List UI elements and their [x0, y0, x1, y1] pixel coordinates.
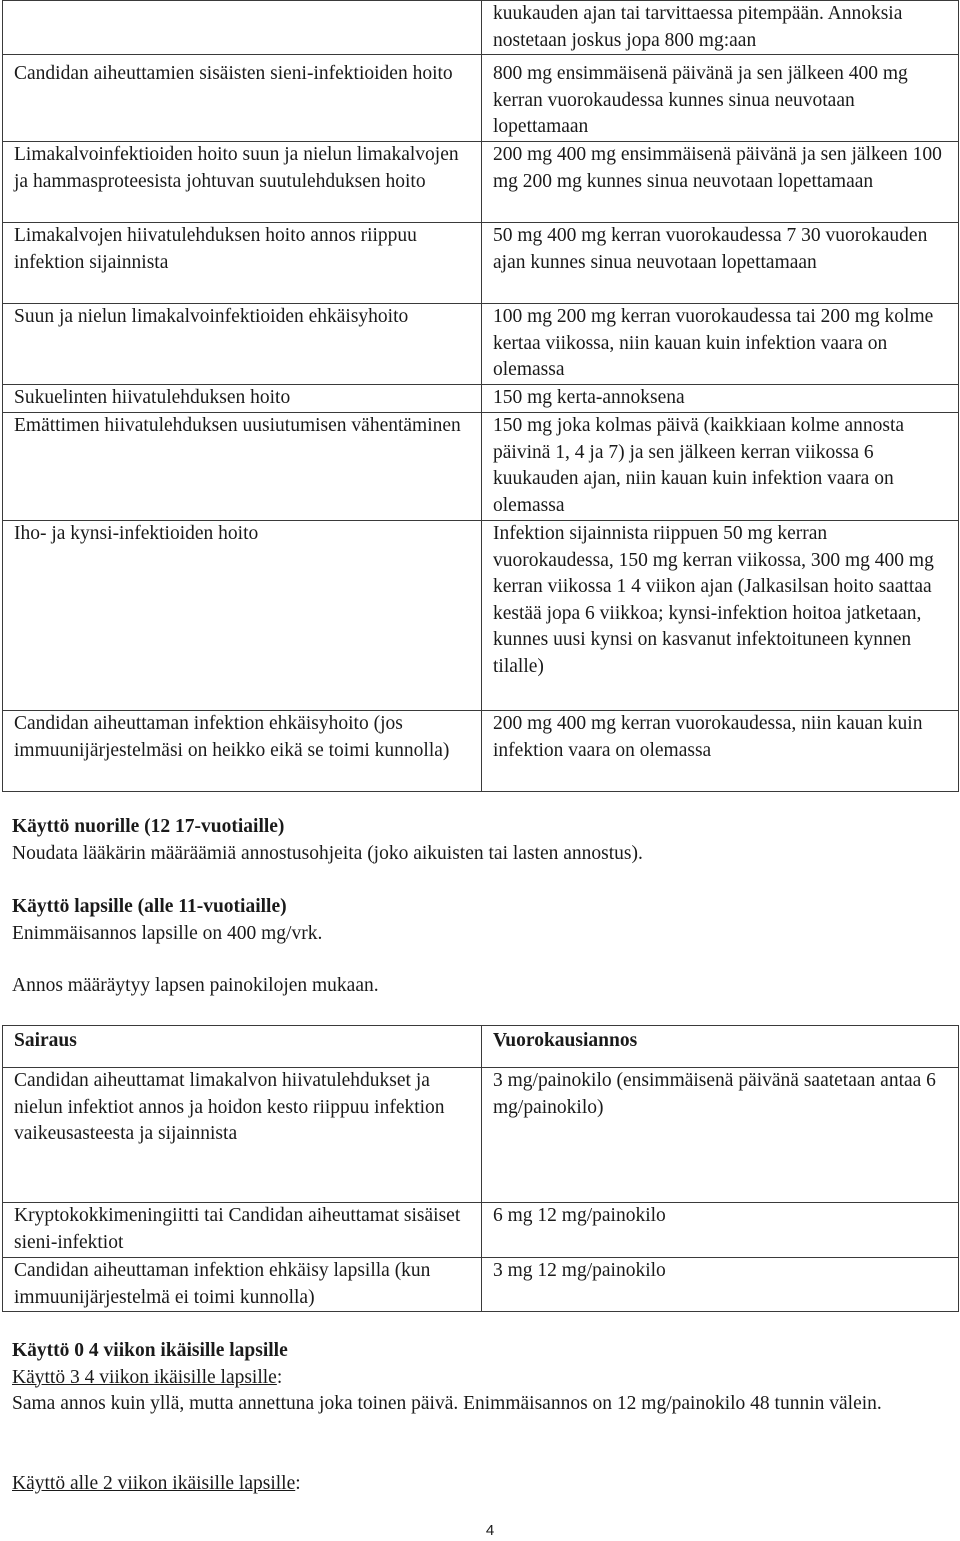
section-heading: Käyttö lapsille (alle 11-vuotiaille): [12, 896, 287, 917]
dose-cell: 6 mg 12 mg/painokilo: [482, 1203, 959, 1258]
table-row: [3, 141, 959, 222]
dose-cell: 3 mg/painokilo (ensimmäisenä päivänä saatetaan antaa 6 mg/painokilo): [482, 1068, 959, 1203]
table-row: [3, 520, 959, 710]
disease-cell: Iho- ja kynsi-infektioiden hoito: [3, 520, 482, 710]
section-text: Noudata lääkärin määräämiä annostusohjeita (joko aikuisten tai lasten annostus).: [12, 842, 643, 864]
table-header-row: [3, 1026, 959, 1068]
disease-cell: Candidan aiheuttamien sisäisten sieni-infektioiden hoito: [3, 55, 482, 142]
dose-cell: 3 mg 12 mg/painokilo: [482, 1258, 959, 1312]
disease-cell: Candidan aiheuttaman infektion ehkäisy lapsilla (kun immuunijärjestelmä ei toimi kunnolla): [3, 1258, 482, 1312]
table-row: [3, 55, 959, 142]
section-heading: Käyttö nuorille (12 17-vuotiaille): [12, 816, 285, 837]
disease-cell: Kryptokokkimeningiitti tai Candidan aiheuttamat sisäiset sieni-infektiot: [3, 1203, 482, 1258]
table-row: [3, 1203, 959, 1258]
dose-cell: 200 mg 400 mg ensimmäisenä päivänä ja sen jälkeen 100 mg 200 mg kunnes sinua neuvotaan lopettamaan: [482, 141, 959, 222]
dose-cell: 150 mg joka kolmas päivä (kaikkiaan kolme annosta päivinä 1, 4 ja 7) ja sen jälkeen kerran viikossa 6 kuukauden ajan, niin kauan kuin infektion vaara on olemassa: [482, 412, 959, 520]
dose-cell: Infektion sijainnista riippuen 50 mg kerran vuorokaudessa, 150 mg kerran viikossa, 300 mg 400 mg kerran viikossa 1 4 viikon ajan (Jalkasilsan hoito saattaa kestää jopa 6 viikkoa; kynsi-infektion hoitoa jatketaan, kunnes uusi kynsi on kasvanut infektoituneen kynnen tilalle): [482, 520, 959, 710]
disease-cell: Limakalvoinfektioiden hoito suun ja nielun limakalvojen ja hammasproteesista johtuvan suutulehduksen hoito: [3, 141, 482, 222]
section-text: Annos määräytyy lapsen painokilojen mukaan.: [12, 975, 379, 996]
weight-note: [12, 973, 942, 1000]
teens-section: [12, 814, 942, 867]
dose-cell: kuukauden ajan tai tarvittaessa pitempään. Annoksia nostetaan joskus jopa 800 mg:aan: [482, 1, 959, 55]
table-row: [3, 710, 959, 791]
disease-cell: Candidan aiheuttamat limakalvon hiivatulehdukset ja nielun infektiot annos ja hoidon kesto riippuu infektion vaikeusasteesta ja sijainnista: [3, 1068, 482, 1203]
disease-cell: Candidan aiheuttaman infektion ehkäisyhoito (jos immuunijärjestelmäsi on heikko eikä se toimi kunnolla): [3, 710, 482, 791]
dose-cell: 150 mg kerta-annoksena: [482, 384, 959, 412]
adult-dosage-table: [2, 0, 959, 792]
children-section: [12, 894, 942, 947]
table-row: [3, 1258, 959, 1312]
dose-cell: 50 mg 400 mg kerran vuorokaudessa 7 30 vuorokauden ajan kunnes sinua neuvotaan lopettamaan: [482, 222, 959, 303]
infants-section: Käyttö 0 4 viikon ikäisille lapsille Käyttö 3 4 viikon ikäisille lapsille: Sama annos kuin yllä, mutta annettuna joka toinen päivä. Enimmäisannos on 12 mg/painokilo 48 tunnin välein.: [12, 1338, 942, 1418]
page-number: 4: [485, 1522, 495, 1539]
child-dosage-table: [2, 1025, 959, 1312]
disease-cell: Sukuelinten hiivatulehduksen hoito: [3, 384, 482, 412]
table-row: [3, 303, 959, 384]
dose-cell: 100 mg 200 mg kerran vuorokaudessa tai 200 mg kolme kertaa viikossa, niin kauan kuin infektion vaara on olemassa: [482, 303, 959, 384]
disease-cell: Emättimen hiivatulehduksen uusiutumisen vähentäminen: [3, 412, 482, 520]
table-row: [3, 222, 959, 303]
disease-cell: Suun ja nielun limakalvoinfektioiden ehkäisyhoito: [3, 303, 482, 384]
section-text: Enimmäisannos lapsille on 400 mg/vrk.: [12, 922, 323, 944]
section-heading: Käyttö 0 4 viikon ikäisille lapsille: [12, 1340, 288, 1361]
disease-cell: Limakalvojen hiivatulehduksen hoito annos riippuu infektion sijainnista: [3, 222, 482, 303]
subsection-heading: Käyttö alle 2 viikon ikäisille lapsille: [12, 1473, 296, 1494]
subsection-heading: Käyttö 3 4 viikon ikäisille lapsille: [12, 1366, 277, 1388]
newborn-section: Käyttö alle 2 viikon ikäisille lapsille:: [12, 1473, 301, 1494]
dose-cell: 200 mg 400 mg kerran vuorokaudessa, niin kauan kuin infektion vaara on olemassa: [482, 710, 959, 791]
table-row: [3, 1, 959, 55]
column-header: Vuorokausiannos: [482, 1026, 959, 1068]
column-header: Sairaus: [3, 1026, 482, 1068]
disease-cell: [3, 1, 482, 55]
table-row: [3, 1068, 959, 1203]
table-row: [3, 384, 959, 412]
dose-cell: 800 mg ensimmäisenä päivänä ja sen jälkeen 400 mg kerran vuorokaudessa kunnes sinua neuvotaan lopettamaan: [482, 55, 959, 142]
table-row: [3, 412, 959, 520]
section-text: Sama annos kuin yllä, mutta annettuna joka toinen päivä. Enimmäisannos on 12 mg/painokilo 48 tunnin välein.: [12, 1393, 882, 1415]
